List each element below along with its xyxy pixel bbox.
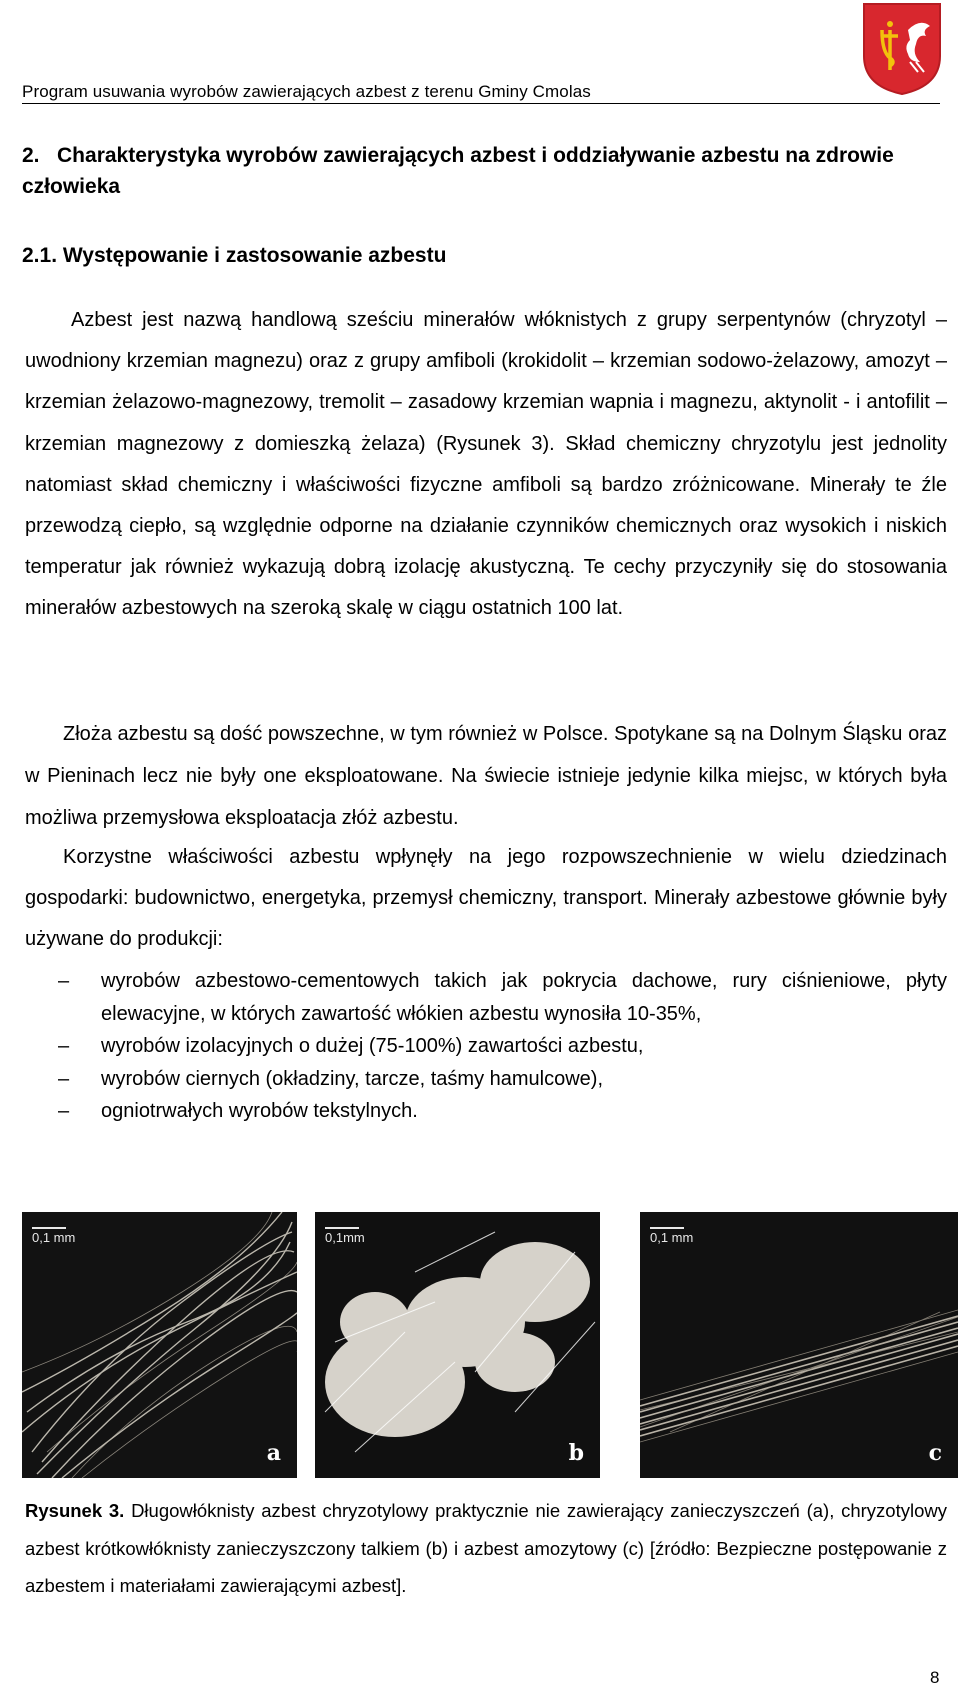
fibre-texture <box>315 1212 600 1478</box>
scale-bar <box>32 1227 66 1229</box>
panel-letter: a <box>266 1440 281 1466</box>
header-title: Program usuwania wyrobów zawierających azbest z terenu Gminy Cmolas <box>22 82 591 101</box>
scale-bar <box>650 1227 684 1229</box>
section-heading: 2. Charakterystyka wyrobów zawierających azbest i oddziaływanie azbestu na zdrowie człowieka <box>22 144 894 198</box>
fibre-texture <box>640 1212 958 1478</box>
list-item: – ogniotrwałych wyrobów tekstylnych. <box>25 1095 947 1128</box>
coat-of-arms-icon <box>860 0 944 96</box>
photo-amosite <box>640 1212 958 1478</box>
dash-bullet-icon: – <box>58 1100 70 1122</box>
panel-letter: c <box>928 1440 942 1466</box>
page-number: 8 <box>930 1668 940 1687</box>
product-list <box>25 965 947 1128</box>
list-item: – wyrobów izolacyjnych o dużej (75-100%) zawartości azbestu, <box>25 1030 947 1063</box>
list-item: – wyrobów ciernych (okładziny, tarcze, taśmy hamulcowe), <box>25 1063 947 1096</box>
list-item: – wyrobów azbestowo-cementowych takich jak pokrycia dachowe, rury ciśnieniowe, płyty elewacyjne, w których zawartość włókien azbestu wynosiła 10-35%, <box>25 965 947 1030</box>
caption-label: Rysunek 3. <box>25 1500 125 1521</box>
paragraph-deposits: Złoża azbestu są dość powszechne, w tym również w Polsce. Spotykane są na Dolnym Śląsku oraz w Pieninach lecz nie były one eksploatowane. Na świecie istnieje jedynie kilka miejsc, w których była możliwa przemysłowa eksploatacja złóż azbestu. <box>25 723 947 829</box>
paragraph-asbestos-definition: Azbest jest nazwą handlową sześciu minerałów włóknistych z grupy serpentynów (chryzotyl – uwodniony krzemian magnezu) oraz z grupy amfiboli (krokidolit – krzemian sodowo-żelazowy, amozyt – krzemian żelazowo-magnezowy, tremolit – zasadowy krzemian wapnia i magnezu, aktynolit - i antofilit – krzemian magnezowy z domieszką żelaza) (Rysunek 3). Skład chemiczny chryzotylu jest jednolity natomiast skład chemiczny i właściwości fizyczne amfiboli są bardzo zróżnicowane. Minerały te źle przewodzą ciepło, są względnie odporne na działanie czynników chemicznych oraz wysokich i niskich temperatur jak również wykazują dobrą izolację akustyczną. Te cechy przyczyniły się do stosowania minerałów azbestowych na szeroką skalę w ciągu ostatnich 100 lat. <box>25 309 947 620</box>
photo-chrysotile-long-fibre <box>22 1212 297 1478</box>
subsection-heading: 2.1. Występowanie i zastosowanie azbestu <box>22 244 447 267</box>
scale-label: 0,1 mm <box>32 1230 76 1245</box>
caption-text: Długowłóknisty azbest chryzotylowy praktycznie nie zawierający zanieczyszczeń (a), chryzotylowy azbest krótkowłóknisty zanieczyszczony talkiem (b) i azbest amozytowy (c) [źródło: Bezpieczne postępowanie z azbestem i materiałami zawierającymi azbest]. <box>25 1500 947 1596</box>
fibre-texture <box>22 1212 297 1478</box>
figure-3 <box>22 1212 960 1482</box>
paragraph-applications: Korzystne właściwości azbestu wpłynęły na jego rozpowszechnienie w wielu dziedzinach gospodarki: budownictwo, energetyka, przemysł chemiczny, transport. Minerały azbestowe głównie były używane do produkcji: <box>25 846 947 950</box>
scale-label: 0,1 mm <box>650 1230 694 1245</box>
dash-bullet-icon: – <box>58 1035 70 1057</box>
panel-letter: b <box>568 1440 584 1466</box>
scale-label: 0,1mm <box>325 1230 365 1245</box>
photo-chrysotile-short-fibre <box>315 1212 600 1478</box>
scale-bar <box>325 1227 359 1229</box>
figure-caption <box>25 1492 947 1605</box>
dash-bullet-icon: – <box>58 970 70 992</box>
dash-bullet-icon: – <box>58 1067 70 1090</box>
header-divider <box>22 103 940 104</box>
